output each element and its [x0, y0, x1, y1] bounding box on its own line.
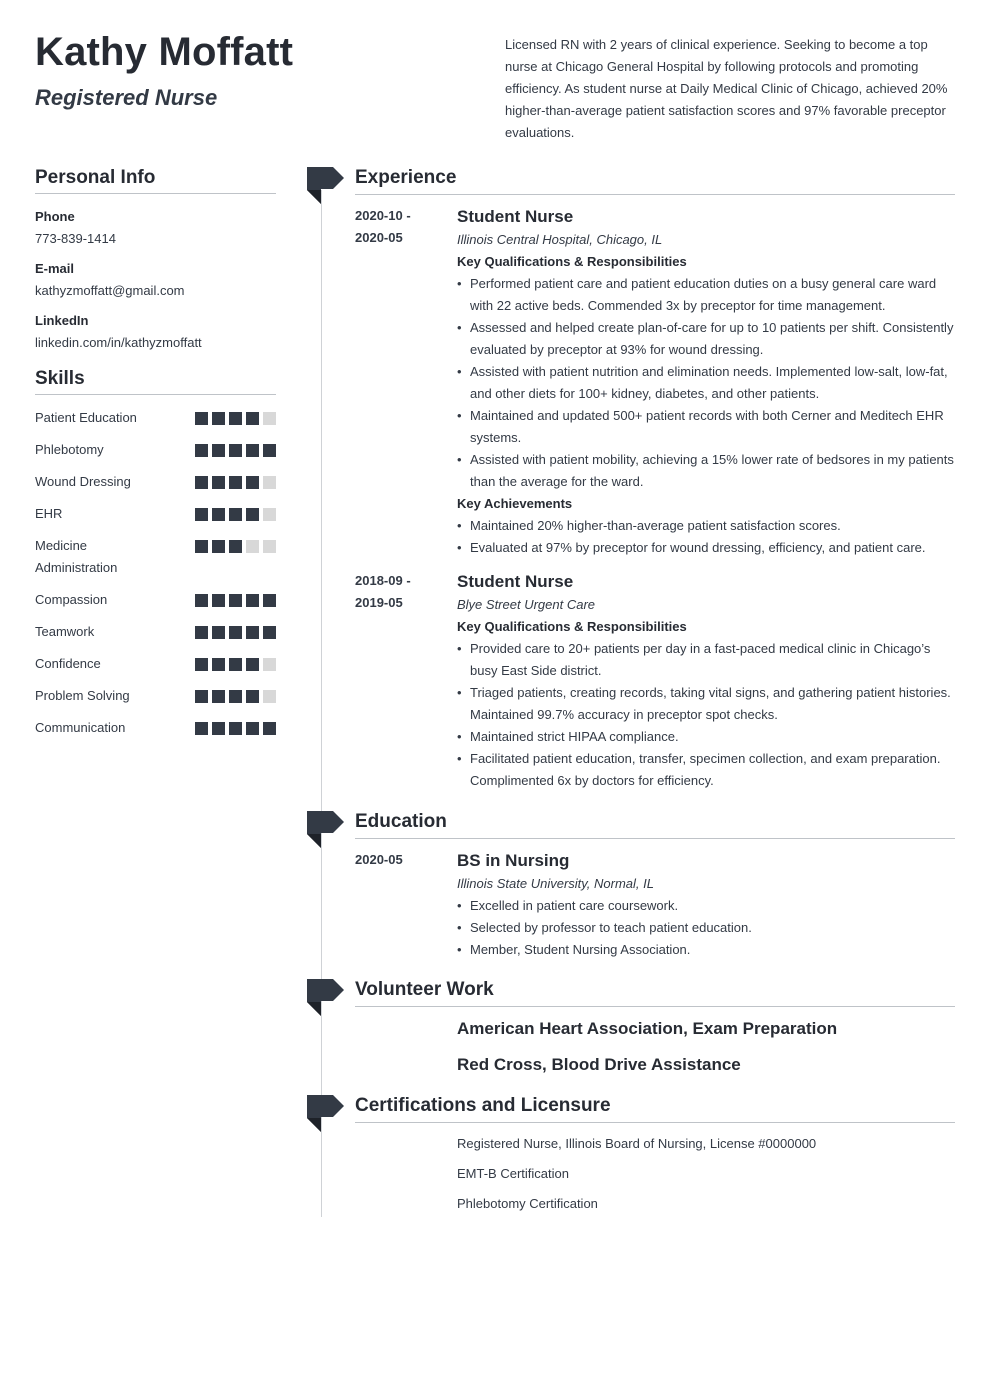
education-entry [355, 849, 955, 961]
left-column [35, 167, 276, 749]
volunteer-item: American Heart Association, Exam Preparation [457, 1019, 838, 1038]
experience-heading: Experience [355, 167, 955, 195]
skill-dot-filled [229, 594, 242, 607]
skill-dot-filled [246, 626, 259, 639]
skill-level [195, 476, 276, 489]
certifications-flag-icon [307, 1095, 344, 1132]
date-end: 2019-05 [355, 595, 403, 610]
list-item: • Triaged patients, creating records, taking vital signs, and gathering patient histories. Maintained 99.7% accuracy in preceptor spot checks. [457, 682, 955, 726]
linkedin-value: linkedin.com/in/kathyzmoffatt [35, 335, 202, 350]
skill-row [35, 407, 276, 429]
qualifications-heading: Key Qualifications & Responsibilities [457, 254, 687, 269]
skill-row [35, 685, 276, 707]
skill-dot-empty [263, 508, 276, 521]
achievements-heading: Key Achievements [457, 496, 573, 511]
list-item: • Facilitated patient education, transfer, specimen collection, and exam preparation. Complimented 6x by doctors for efficiency. [457, 748, 955, 792]
list-item: • Maintained strict HIPAA compliance. [457, 726, 955, 748]
skill-dot-filled [229, 476, 242, 489]
skill-name: Wound Dressing [35, 474, 131, 489]
skill-name: Medicine Administration [35, 538, 118, 575]
skill-row [35, 589, 276, 611]
skill-level [195, 594, 276, 607]
skill-row [35, 503, 276, 525]
skill-dot-filled [263, 626, 276, 639]
skill-dot-filled [212, 690, 225, 703]
skill-level [195, 690, 276, 703]
list-item: • Selected by professor to teach patient education. [457, 917, 955, 939]
job-title: Student Nurse [457, 207, 574, 226]
skills-list [35, 407, 276, 739]
skill-dot-filled [212, 540, 225, 553]
candidate-role: Registered Nurse [35, 85, 218, 110]
skill-dot-filled [212, 476, 225, 489]
skill-row [35, 439, 276, 461]
skill-dot-filled [229, 690, 242, 703]
list-item: • Assessed and helped create plan-of-care for up to 10 patients per shift. Consistently evaluated by preceptor at 93% for wound dressing. [457, 317, 955, 361]
linkedin-label: LinkedIn [35, 313, 89, 328]
skill-dot-filled [229, 444, 242, 457]
skill-dot-empty [263, 412, 276, 425]
qualifications-heading: Key Qualifications & Responsibilities [457, 619, 687, 634]
skill-name: EHR [35, 506, 63, 521]
skill-level [195, 722, 276, 735]
education-flag-icon [307, 811, 344, 848]
qualifications-list [457, 638, 955, 792]
skill-dot-filled [195, 444, 208, 457]
skills-heading: Skills [35, 368, 276, 395]
skill-name: Compassion [35, 592, 108, 607]
skill-dot-empty [263, 540, 276, 553]
skill-dot-filled [195, 626, 208, 639]
degree: BS in Nursing [457, 851, 570, 870]
skill-dot-filled [246, 508, 259, 521]
skill-row [35, 717, 276, 739]
date-start: 2020-10 - [355, 208, 411, 223]
skill-dot-filled [229, 508, 242, 521]
skill-dot-filled [212, 626, 225, 639]
skill-name: Teamwork [35, 624, 95, 639]
skill-dot-filled [195, 476, 208, 489]
certifications-heading: Certifications and Licensure [355, 1095, 955, 1123]
skill-name: Problem Solving [35, 688, 130, 703]
skill-level [195, 444, 276, 457]
skill-dot-filled [263, 722, 276, 735]
skill-dot-filled [229, 626, 242, 639]
experience-section [355, 167, 955, 792]
experience-entry [355, 570, 955, 792]
skill-dot-filled [212, 508, 225, 521]
skill-dot-filled [246, 722, 259, 735]
education-list [457, 895, 955, 961]
skill-dot-filled [263, 594, 276, 607]
skill-row [35, 621, 276, 643]
phone-label: Phone [35, 209, 75, 224]
education-section [355, 811, 955, 961]
list-item: • Assisted with patient nutrition and elimination needs. Implemented low-salt, low-fat, and other diets for 100+ kidney, diabetes, and other patients. [457, 361, 955, 405]
email-label: E-mail [35, 261, 75, 276]
volunteer-entry [355, 1017, 955, 1077]
skill-dot-filled [229, 722, 242, 735]
list-item: • Maintained and updated 500+ patient records with both Cerner and Meditech EHR systems. [457, 405, 955, 449]
skill-row [35, 653, 276, 675]
skill-row [35, 471, 276, 493]
timeline-line [321, 190, 322, 1217]
job-title: Student Nurse [457, 572, 574, 591]
volunteer-flag-icon [307, 979, 344, 1016]
skill-dot-empty [263, 690, 276, 703]
skill-name: Communication [35, 720, 126, 735]
email-value: kathyzmoffatt@gmail.com [35, 283, 185, 298]
employer: Illinois Central Hospital, Chicago, IL [457, 232, 663, 247]
personal-info-heading: Personal Info [35, 167, 276, 194]
skill-level [195, 626, 276, 639]
skill-level [195, 540, 276, 553]
skill-dot-filled [229, 658, 242, 671]
qualifications-list [457, 273, 955, 493]
certification-item: Registered Nurse, Illinois Board of Nursing, License #0000000 [457, 1136, 817, 1151]
skill-dot-filled [195, 722, 208, 735]
certification-item: EMT-B Certification [457, 1166, 569, 1181]
skill-dot-filled [212, 412, 225, 425]
volunteer-heading: Volunteer Work [355, 979, 955, 1007]
list-item: • Member, Student Nursing Association. [457, 939, 955, 961]
certifications-section [355, 1095, 955, 1223]
entry-dates [355, 205, 445, 249]
skill-dot-filled [246, 658, 259, 671]
skill-dot-filled [246, 476, 259, 489]
certification-item: Phlebotomy Certification [457, 1196, 598, 1211]
list-item: • Assisted with patient mobility, achieving a 15% lower rate of bedsores in my patients than the average for the ward. [457, 449, 955, 493]
skill-dot-empty [263, 476, 276, 489]
skill-level [195, 658, 276, 671]
skill-level [195, 508, 276, 521]
skill-dot-filled [212, 658, 225, 671]
skill-dot-filled [229, 412, 242, 425]
skill-dot-filled [195, 412, 208, 425]
skill-dot-filled [195, 690, 208, 703]
list-item: • Performed patient care and patient education duties on a busy general care ward with 22 active beds. Commended 3x by preceptor for time management. [457, 273, 955, 317]
skill-name: Phlebotomy [35, 442, 104, 457]
list-item: • Excelled in patient care coursework. [457, 895, 955, 917]
skill-name: Confidence [35, 656, 101, 671]
skill-dot-filled [246, 444, 259, 457]
skill-dot-filled [212, 594, 225, 607]
education-heading: Education [355, 811, 955, 839]
experience-entry [355, 205, 955, 559]
skill-name: Patient Education [35, 410, 137, 425]
list-item: • Maintained 20% higher-than-average patient satisfaction scores. [457, 515, 955, 537]
skill-dot-filled [229, 540, 242, 553]
date-start: 2018-09 - [355, 573, 411, 588]
summary: Licensed RN with 2 years of clinical experience. Seeking to become a top nurse at Chicago General Hospital by following protocols and promoting efficiency. As student nurse at Daily Medical Clinic of Chicago, achieved 20% higher-than-average patient satisfaction scores and 97% favorable preceptor evaluations. [505, 37, 948, 140]
skill-dot-filled [195, 594, 208, 607]
education-date: 2020-05 [355, 852, 403, 867]
skill-dot-filled [246, 412, 259, 425]
skill-dot-filled [212, 444, 225, 457]
list-item: • Evaluated at 97% by preceptor for wound dressing, efficiency, and patient care. [457, 537, 955, 559]
skill-dot-filled [195, 658, 208, 671]
skill-dot-filled [246, 594, 259, 607]
volunteer-section [355, 979, 955, 1089]
experience-flag-icon [307, 167, 344, 204]
skill-dot-filled [246, 690, 259, 703]
phone-value: 773-839-1414 [35, 231, 116, 246]
skill-dot-empty [263, 658, 276, 671]
skill-dot-filled [195, 508, 208, 521]
school: Illinois State University, Normal, IL [457, 876, 654, 891]
date-end: 2020-05 [355, 230, 403, 245]
skill-dot-filled [195, 540, 208, 553]
entry-dates [355, 570, 445, 614]
skill-dot-filled [263, 444, 276, 457]
candidate-name: Kathy Moffatt [35, 30, 294, 74]
certifications-entry [355, 1133, 955, 1215]
skill-level [195, 412, 276, 425]
skill-dot-empty [246, 540, 259, 553]
skill-row [35, 535, 276, 579]
achievements-list [457, 515, 955, 559]
employer: Blye Street Urgent Care [457, 597, 596, 612]
skill-dot-filled [212, 722, 225, 735]
volunteer-item: Red Cross, Blood Drive Assistance [457, 1055, 741, 1074]
list-item: • Provided care to 20+ patients per day in a fast-paced medical clinic in Chicago’s busy East Side district. [457, 638, 955, 682]
